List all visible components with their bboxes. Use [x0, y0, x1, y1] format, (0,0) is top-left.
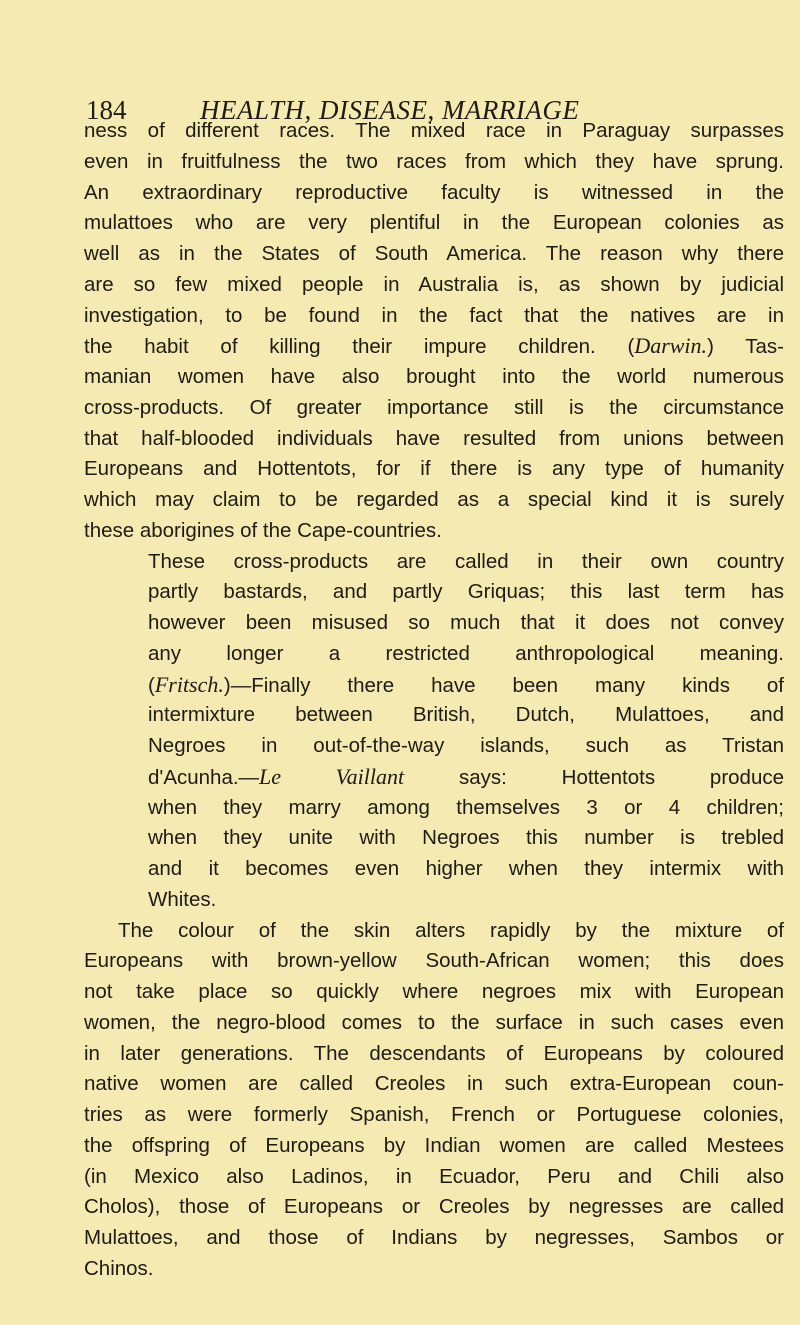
text-segment: The colour of the skin alters rapidly by the mixture of: [118, 918, 784, 942]
text-segment: not take place so quickly where negroes mix with European: [84, 980, 784, 1003]
text-line: [84, 177, 784, 208]
text-segment: Cholos), those of Europeans or Creoles by negresses are called: [84, 1195, 784, 1219]
text-segment: cross-products. Of greater importance still is the circumstance: [84, 395, 784, 419]
text-segment: the offspring of Europeans by Indian women are called Mestees: [84, 1133, 784, 1157]
text-line: [84, 392, 784, 423]
italic-citation: Darwin.: [634, 333, 708, 359]
text-segment: Europeans and Hottentots, for if there is any type of humanity: [84, 457, 784, 481]
text-segment: well as in the States of South America. The reason why there: [84, 242, 784, 265]
text-segment: Mulattoes, and those of Indians by negresses, Sambos or: [84, 1226, 784, 1249]
text-line: [84, 1007, 784, 1038]
text-line: [148, 576, 784, 607]
text-line: [84, 423, 784, 454]
text-segment: (: [148, 673, 155, 697]
page-number: 184: [86, 95, 127, 125]
text-line: [148, 884, 216, 915]
text-segment: ) Tas-: [707, 335, 784, 359]
text-segment: even in fruitfulness the two races from which they have sprung.: [84, 149, 784, 173]
running-title: HEALTH, DISEASE, MARRIAGE: [200, 95, 580, 125]
text-segment: An extraordinary reproductive faculty is witnessed in the: [84, 180, 784, 204]
text-segment: native women are called Creoles in such extra-European coun-: [84, 1072, 784, 1096]
text-segment: which may claim to be regarded as a special kind it is surely: [84, 488, 784, 511]
text-line: [84, 976, 784, 1007]
text-segment: manian women have also brought into the world numerous: [84, 365, 784, 388]
text-segment: mulattoes who are very plentiful in the European colonies as: [84, 211, 784, 235]
text-segment: however been misused so much that it does not convey: [148, 611, 784, 634]
text-segment: Negroes in out-of-the-way islands, such as Tristan: [148, 734, 784, 757]
text-line: [84, 1161, 784, 1192]
text-line: [84, 1253, 154, 1284]
text-line: [118, 915, 784, 946]
text-segment: Chinos.: [84, 1256, 154, 1280]
text-line: [148, 669, 784, 700]
text-line: [148, 607, 784, 638]
text-segment: these aborigines of the Cape-countries.: [84, 518, 442, 542]
text-line: [84, 300, 784, 331]
text-line: [84, 1068, 784, 1099]
italic-citation: Le Vaillant: [259, 763, 405, 789]
text-segment: intermixture between British, Dutch, Mulattoes, and: [148, 703, 784, 727]
text-line: [84, 945, 784, 976]
text-segment: any longer a restricted anthropological meaning.: [148, 641, 784, 665]
text-segment: the habit of killing their impure children. (: [84, 335, 635, 359]
text-segment: )—Finally there have been many kinds of: [223, 673, 784, 697]
text-line: [148, 730, 784, 761]
text-segment: d'Acunha.—: [148, 765, 260, 789]
text-line: [148, 761, 784, 792]
text-segment: These cross-products are called in their own country: [148, 549, 784, 573]
text-segment: that half-blooded individuals have resulted from unions between: [84, 426, 784, 450]
text-segment: are so few mixed people in Australia is, as shown by judicial: [84, 272, 784, 296]
text-line: [148, 546, 784, 577]
text-line: [84, 361, 784, 392]
text-line: [84, 453, 784, 484]
text-line: [84, 1130, 784, 1161]
text-line: [148, 792, 784, 823]
text-line: [84, 330, 784, 361]
text-segment: Whites.: [148, 887, 217, 911]
text-segment: ness of different races. The mixed race in Paraguay surpasses: [84, 119, 784, 142]
text-line: [84, 115, 784, 146]
text-segment: women, the negro-blood comes to the surface in such cases even: [84, 1010, 784, 1034]
text-line: [84, 1191, 784, 1222]
text-line: [148, 822, 784, 853]
text-line: [148, 638, 784, 669]
italic-citation: Fritsch.: [154, 671, 224, 697]
text-segment: tries as were formerly Spanish, French or Portuguese colonies,: [84, 1103, 784, 1126]
text-line: [84, 1099, 784, 1130]
text-segment: and it becomes even higher when they intermix with: [148, 857, 784, 880]
text-segment: says: Hottentots produce: [404, 765, 784, 789]
text-segment: Europeans with brown-yellow South-African women; this does: [84, 949, 784, 973]
text-segment: in later generations. The descendants of Europeans by coloured: [84, 1041, 784, 1065]
text-segment: investigation, to be found in the fact that the natives are in: [84, 303, 784, 327]
text-segment: (in Mexico also Ladinos, in Ecuador, Peru and Chili also: [84, 1164, 784, 1188]
text-line: [84, 484, 784, 515]
text-line: [84, 1222, 784, 1253]
text-segment: when they unite with Negroes this number is trebled: [148, 826, 784, 850]
text-segment: when they marry among themselves 3 or 4 children;: [148, 795, 784, 819]
text-line: [148, 853, 784, 884]
text-line: [84, 238, 784, 269]
text-line: [84, 1038, 784, 1069]
text-line: [84, 146, 784, 177]
text-line: [84, 515, 442, 546]
text-line: [84, 269, 784, 300]
text-segment: partly bastards, and partly Griquas; this last term has: [148, 580, 784, 604]
text-line: [84, 207, 784, 238]
text-line: [148, 699, 784, 730]
